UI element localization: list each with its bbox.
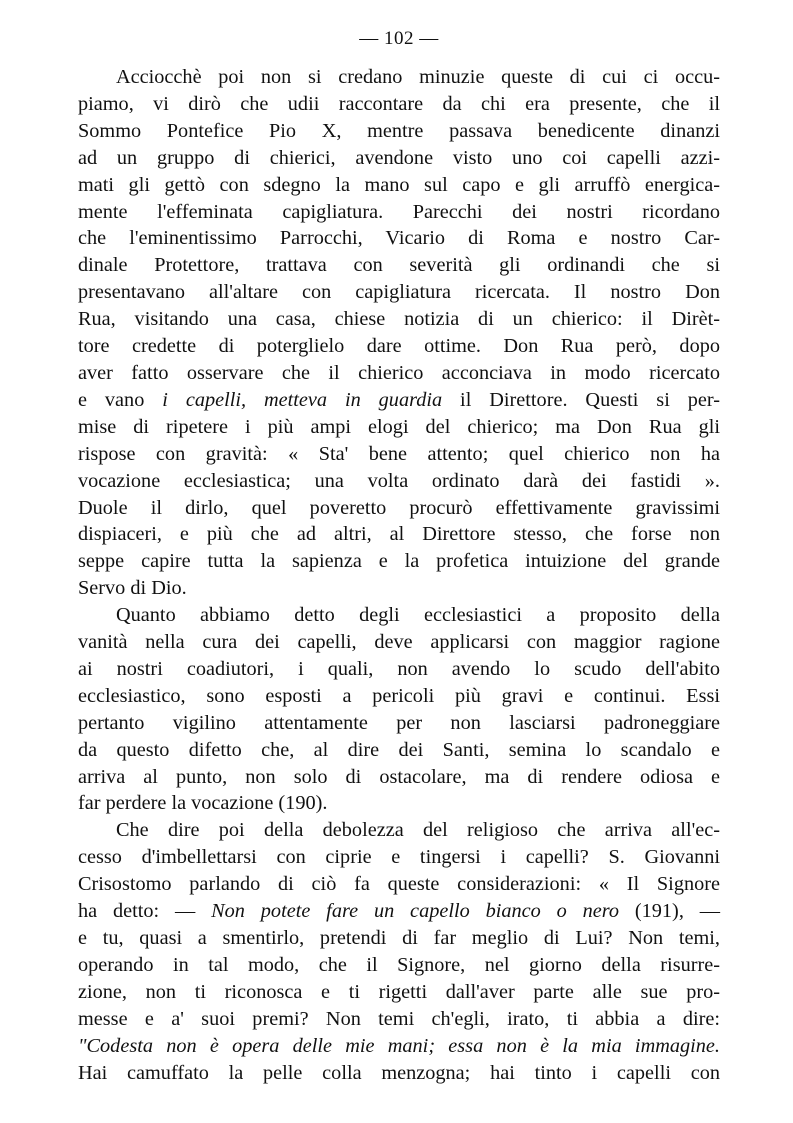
text-line: presentavano all'altare con capigliatura ricercata. Il nostro Don — [78, 281, 720, 304]
text-line: operando in tal modo, che il Signore, nel giorno della risurre- — [78, 953, 720, 976]
italic-text: Non potete fare un capello bianco o nero — [211, 900, 620, 923]
text-line: ai nostri coadiutori, i quali, non avendo lo scudo dell'abito — [78, 657, 720, 680]
text-line: tore credette di poterglielo dare ottime. Don Rua però, dopo — [78, 335, 720, 358]
book-page — [78, 28, 720, 1086]
text-line: Sommo Pontefice Pio X, mentre passava benedicente dinanzi — [78, 119, 720, 142]
text-run: ha detto: — — [78, 900, 212, 923]
text-line: messe e a' suoi premi? Non temi ch'egli, irato, ti abbia a dire: — [78, 1007, 720, 1030]
text-line: ad un gruppo di chierici, avendone visto uno coi capelli azzi- — [78, 146, 720, 169]
text-line: Crisostomo parlando di ciò fa queste considerazioni: « Il Signore — [78, 873, 720, 896]
text-line: Quanto abbiamo detto degli ecclesiastici a proposito della — [116, 604, 720, 627]
text-line — [78, 387, 720, 414]
text-line: Che dire poi della debolezza del religioso che arriva all'ec- — [116, 819, 720, 842]
text-run: (191), — — [619, 900, 721, 923]
text-line: far perdere la vocazione (190). — [78, 792, 328, 815]
text-line: vanità nella cura dei capelli, deve applicarsi con maggior ragione — [78, 631, 720, 654]
text-line: cesso d'imbellettarsi con ciprie e tingersi i capelli? S. Giovanni — [78, 846, 720, 869]
text-line: arriva al punto, non solo di ostacolare, ma di rendere odiosa e — [78, 765, 720, 788]
paragraph-1 — [78, 64, 720, 602]
text-line: seppe capire tutta la sapienza e la profetica intuizione del grande — [78, 550, 720, 573]
page-number: — 102 — — [359, 28, 439, 49]
italic-text-line: "Codesta non è opera delle mie mani; essa non è la mia immagine. — [78, 1034, 720, 1057]
text-line: zione, non ti riconosca e ti rigetti dall'aver parte alle sue pro- — [78, 980, 720, 1003]
text-line: mati gli gettò con sdegno la mano sul capo e gli arruffò energica- — [78, 173, 720, 196]
text-line: dinale Protettore, trattava con severità gli ordinandi che si — [78, 254, 720, 277]
text-line: pertanto vigilino attentamente per non lasciarsi padroneggiare — [78, 711, 720, 734]
text-line: Rua, visitando una casa, chiese notizia di un chierico: il Dirèt- — [78, 308, 720, 331]
text-run: e vano — [78, 388, 163, 411]
text-run: il Direttore. Questi si per- — [442, 388, 720, 411]
text-line: aver fatto osservare che il chierico acconciava in modo ricercato — [78, 361, 720, 384]
text-line: da questo difetto che, al dire dei Santi, semina lo scandalo e — [78, 738, 720, 761]
text-line: Acciocchè poi non si credano minuzie queste di cui ci occu- — [116, 66, 720, 88]
italic-text: i capelli, metteva in guardia — [162, 388, 443, 411]
text-line: piamo, vi dirò che udii raccontare da chi era presente, che il — [78, 92, 720, 115]
text-line: ecclesiastico, sono esposti a pericoli più gravi e continui. Essi — [78, 684, 720, 707]
paragraph-2 — [78, 602, 720, 817]
text-line: vocazione ecclesiastica; una volta ordinato darà dei fastidi ». — [78, 469, 720, 492]
text-line: Hai camuffato la pelle colla menzogna; hai tinto i capelli con — [78, 1061, 720, 1084]
text-line: dispiaceri, e più che ad altri, al Direttore stesso, che forse non — [78, 523, 720, 546]
text-line: Servo di Dio. — [78, 577, 187, 600]
text-line: Duole il dirlo, quel poveretto procurò effettivamente gravissimi — [78, 496, 720, 519]
paragraph-3 — [78, 817, 720, 1086]
text-line: mise di ripetere i più ampi elogi del chierico; ma Don Rua gli — [78, 415, 720, 438]
text-line: che l'eminentissimo Parrocchi, Vicario di Roma e nostro Car- — [78, 227, 720, 250]
text-line — [78, 898, 720, 925]
text-line: mente l'effeminata capigliatura. Parecchi dei nostri ricordano — [78, 200, 720, 223]
text-line: e tu, quasi a smentirlo, pretendi di far meglio di Lui? Non temi, — [78, 927, 720, 949]
text-line: rispose con gravità: « Sta' bene attento; quel chierico non ha — [78, 442, 720, 465]
